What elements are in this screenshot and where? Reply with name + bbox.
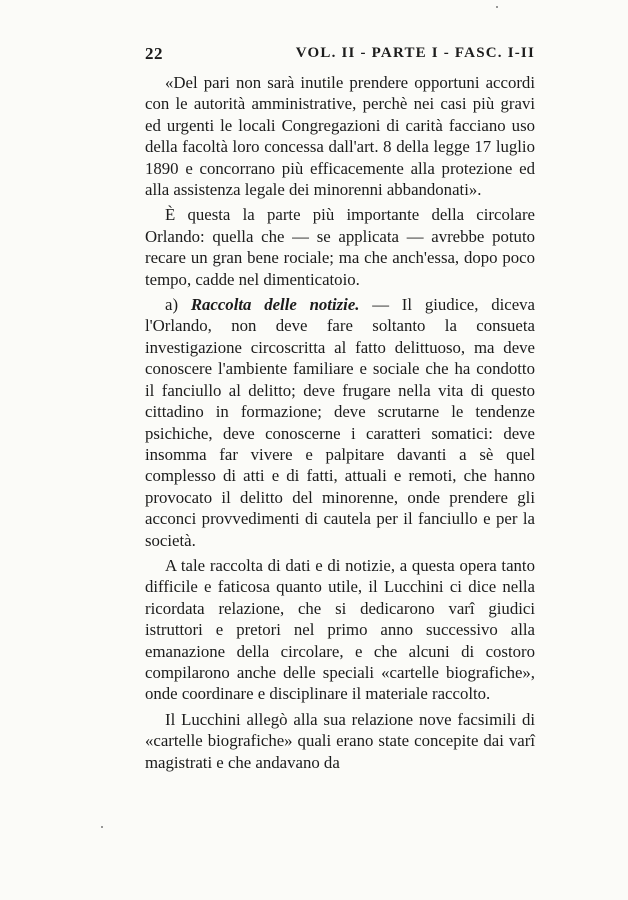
paragraph-1 [145, 72, 535, 200]
body-text [145, 72, 535, 777]
section-label: a) [165, 295, 179, 315]
paragraph-1-text: «Del pari non sarà inutile prendere opportuni accordi con le autorità amministrative, perchè nei casi più gravi ed urgenti le locali Congregazioni di carità facciano uso della facoltà loro concessa dall'art. 8 della legge 17 luglio 1890 e concorrano più efficacemente alla protezione ed alla assistenza legale dei minorenni abbandonati». [145, 73, 535, 200]
paragraph-5-text: Il Lucchini allegò alla sua relazione nove facsimili di «cartelle biografiche» quali erano state concepite dai varî magistrati e che andavano da [145, 709, 535, 772]
running-head: VOL. II - PARTE I - FASC. I-II [295, 45, 535, 61]
section-heading: Raccolta delle notizie. [190, 295, 360, 315]
paragraph-3-text: — Il giudice, diceva l'Orlando, non deve fare soltanto la consueta investigazione circoscritta al fatto delittuoso, ma deve conoscere l'ambiente familiare e sociale che ha condotto il fanciullo al delitto; deve frugare nella vita di questo cittadino in formazione; deve scrutarne le tendenze psichiche, deve conoscerne i caratteri somatici: deve insomma far vivere e palpitare davanti a sè quel complesso di atti e di fatti, attuali e remoti, che hanno provocato il delitto del minorenne, onde prendere gli acconci provvedimenti di cautela per il fanciullo e per la società. [145, 295, 535, 550]
page-number: 22 [145, 44, 163, 63]
paragraph-4 [145, 555, 535, 705]
paragraph-4-text: A tale raccolta di dati e di notizie, a questa opera tanto difficile e faticosa quanto utile, il Lucchini ci dice nella ricordata relazione, che si dedicarono varî giudici istruttori e pretori nel primo anno successivo alla emanazione della circolare, e che alcuni di costoro compilarono anche delle speciali «cartelle biografiche», onde coordinare e disciplinare il materiale raccolto. [145, 555, 535, 704]
paragraph-3 [145, 294, 535, 551]
paragraph-2-text: È questa la parte più importante della circolare Orlando: quella che — se applicata — avrebbe potuto recare un gran bene rociale; ma che anch'essa, dopo poco tempo, cadde nel dimenticatoio. [145, 205, 535, 289]
paragraph-5 [145, 709, 535, 773]
paper-speck [101, 826, 103, 828]
paper-speck [496, 6, 498, 8]
paragraph-2 [145, 204, 535, 290]
